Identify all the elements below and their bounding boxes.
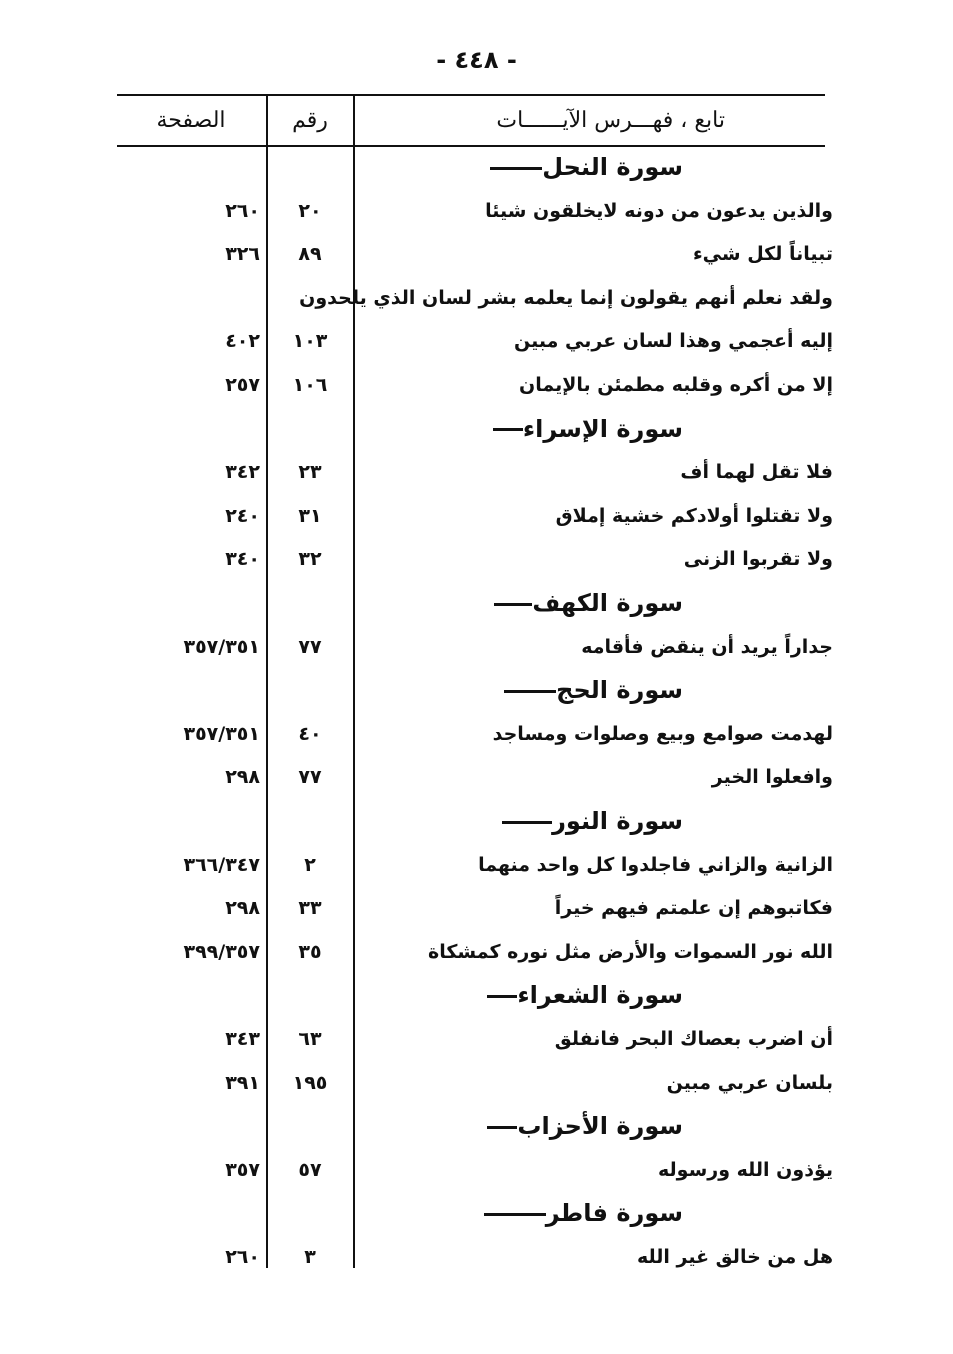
verse-text: بلسان عربي مبين [666,1071,833,1094]
page-reference: ٣٥٧/٣٥١ [183,635,260,658]
page-number: - ٤٤٨ - [436,46,517,74]
verse-number: ٣٢ [298,548,322,571]
table-row [0,760,953,794]
verse-text: إلا من أكره وقلبه مطمئن بالإيمان [519,374,833,396]
table-row [0,542,953,576]
surah-heading-row [0,1109,953,1143]
table-row [0,848,953,882]
verse-number [268,281,352,315]
page-reference: ٣٤٢ [225,461,260,484]
verse-text: والذين يدعون من دونه لايخلقون شيئا [485,199,833,222]
verse-text: الله نور السموات والأرض مثل نوره كمشكاة [427,940,833,963]
verse-text: أن اضرب بعصاك البحر فانفلق [554,1028,833,1050]
header-title: تابع ، فهـــرس الآيــــــات [496,108,725,133]
page-reference: ٢٤٠ [225,504,260,527]
table-row [0,630,953,664]
kashida-stroke [487,1126,517,1129]
table-row [0,499,953,533]
verse-text: ولقد نعلم أنهم يقولون إنما يعلمه بشر لسان الذي يلحدون [299,286,833,309]
page-reference: ٣٥٧ [225,1158,260,1181]
surah-heading-row [0,586,953,620]
page-reference: ٣٥٧/٣٥١ [183,722,260,745]
surah-title: سورة فاطر [283,1196,683,1230]
kashida-stroke [504,690,556,693]
table-row [0,1240,953,1274]
table-row [0,194,953,228]
surah-heading-row [0,978,953,1012]
page-reference: ٢٦٠ [225,199,260,222]
table-row [0,1066,953,1100]
table-row [0,717,953,751]
table-row [0,1022,953,1056]
kashida-stroke [487,995,517,998]
page-reference [118,281,260,315]
verse-number: ٣٣ [298,897,322,920]
surah-title: سورة الإسراء [283,412,683,446]
table-row [0,281,953,315]
verse-text: جداراً يريد أن ينقض فأقامه [581,635,833,658]
verse-text: ولا تقتلوا أولادكم خشية إملاق [555,504,833,527]
page-reference: ٢٥٧ [225,374,260,396]
verse-number: ٣٥ [298,940,322,963]
verse-number: ٧٧ [298,766,322,789]
verse-number: ١٠٦ [292,374,328,396]
kashida-stroke [490,167,542,170]
header-page: الصفحة [156,108,226,133]
top-rule [117,94,825,96]
page-reference: ٢٩٨ [225,897,260,920]
verse-number: ٥٧ [298,1158,322,1181]
verse-text: وافعلوا الخير [711,766,833,789]
verse-text: إليه أعجمي وهذا لسان عربي مبين [514,330,833,353]
verse-number: ٢ [304,853,316,876]
verse-text: فكاتبوهم إن علمتم فيهم خيراً [554,897,833,920]
page-reference: ٣٩٩/٣٥٧ [183,940,260,963]
surah-title: سورة الشعراء [283,978,683,1012]
verse-text: ولا تقربوا الزنى [683,548,833,571]
page-reference: ٢٩٨ [225,766,260,789]
kashida-stroke [484,1213,546,1216]
table-row [0,891,953,925]
surah-heading-row [0,150,953,184]
page-reference: ٢٦٠ [225,1246,260,1268]
verse-text: هل من خالق غير الله [636,1246,833,1268]
verse-text: يؤذون الله ورسوله [658,1158,833,1181]
page-reference: ٣٤٠ [225,548,260,571]
header-rule [117,145,825,147]
surah-title: سورة النور [283,804,683,838]
kashida-stroke [493,428,523,431]
verse-number: ٢٣ [298,461,322,484]
header-number: رقم [292,108,328,133]
verse-number: ٤٠ [298,722,322,745]
page-reference: ٣٤٣ [225,1028,260,1050]
verse-text: فلا تقل لهما أف [680,461,833,484]
surah-heading-row [0,1196,953,1230]
verse-text: لهدمت صوامع وبيع وصلوات ومساجد [492,722,833,745]
kashida-stroke [502,821,552,824]
surah-title: سورة النحل [283,150,683,184]
verse-number: ٨٩ [298,243,322,266]
verse-number: ١٠٣ [292,330,328,353]
verse-number: ٢٠ [298,199,322,222]
surah-heading-row [0,673,953,707]
page-reference: ٣٦٦/٣٤٧ [183,853,260,876]
verse-number: ١٩٥ [292,1071,328,1094]
surah-heading-row [0,804,953,838]
surah-heading-row [0,412,953,446]
verse-number: ٣١ [298,504,322,527]
verse-text: الزانية والزاني فاجلدوا كل واحد منهما [478,853,833,876]
table-row [0,324,953,358]
kashida-stroke [494,603,532,606]
verse-number: ٣ [304,1246,316,1268]
surah-title: سورة الكهف [283,586,683,620]
page-reference: ٤٠٢ [225,330,260,353]
verse-number: ٧٧ [298,635,322,658]
surah-title: سورة الحج [283,673,683,707]
page-reference: ٣٢٦ [225,243,260,266]
table-row [0,935,953,969]
verse-text: تبياناً لكل شيء [692,243,833,266]
verse-number: ٦٣ [298,1028,322,1050]
surah-title: سورة الأحزاب [283,1109,683,1143]
table-row [0,237,953,271]
table-row [0,368,953,402]
page-reference: ٣٩١ [225,1071,260,1094]
table-row [0,455,953,489]
table-row [0,1153,953,1187]
